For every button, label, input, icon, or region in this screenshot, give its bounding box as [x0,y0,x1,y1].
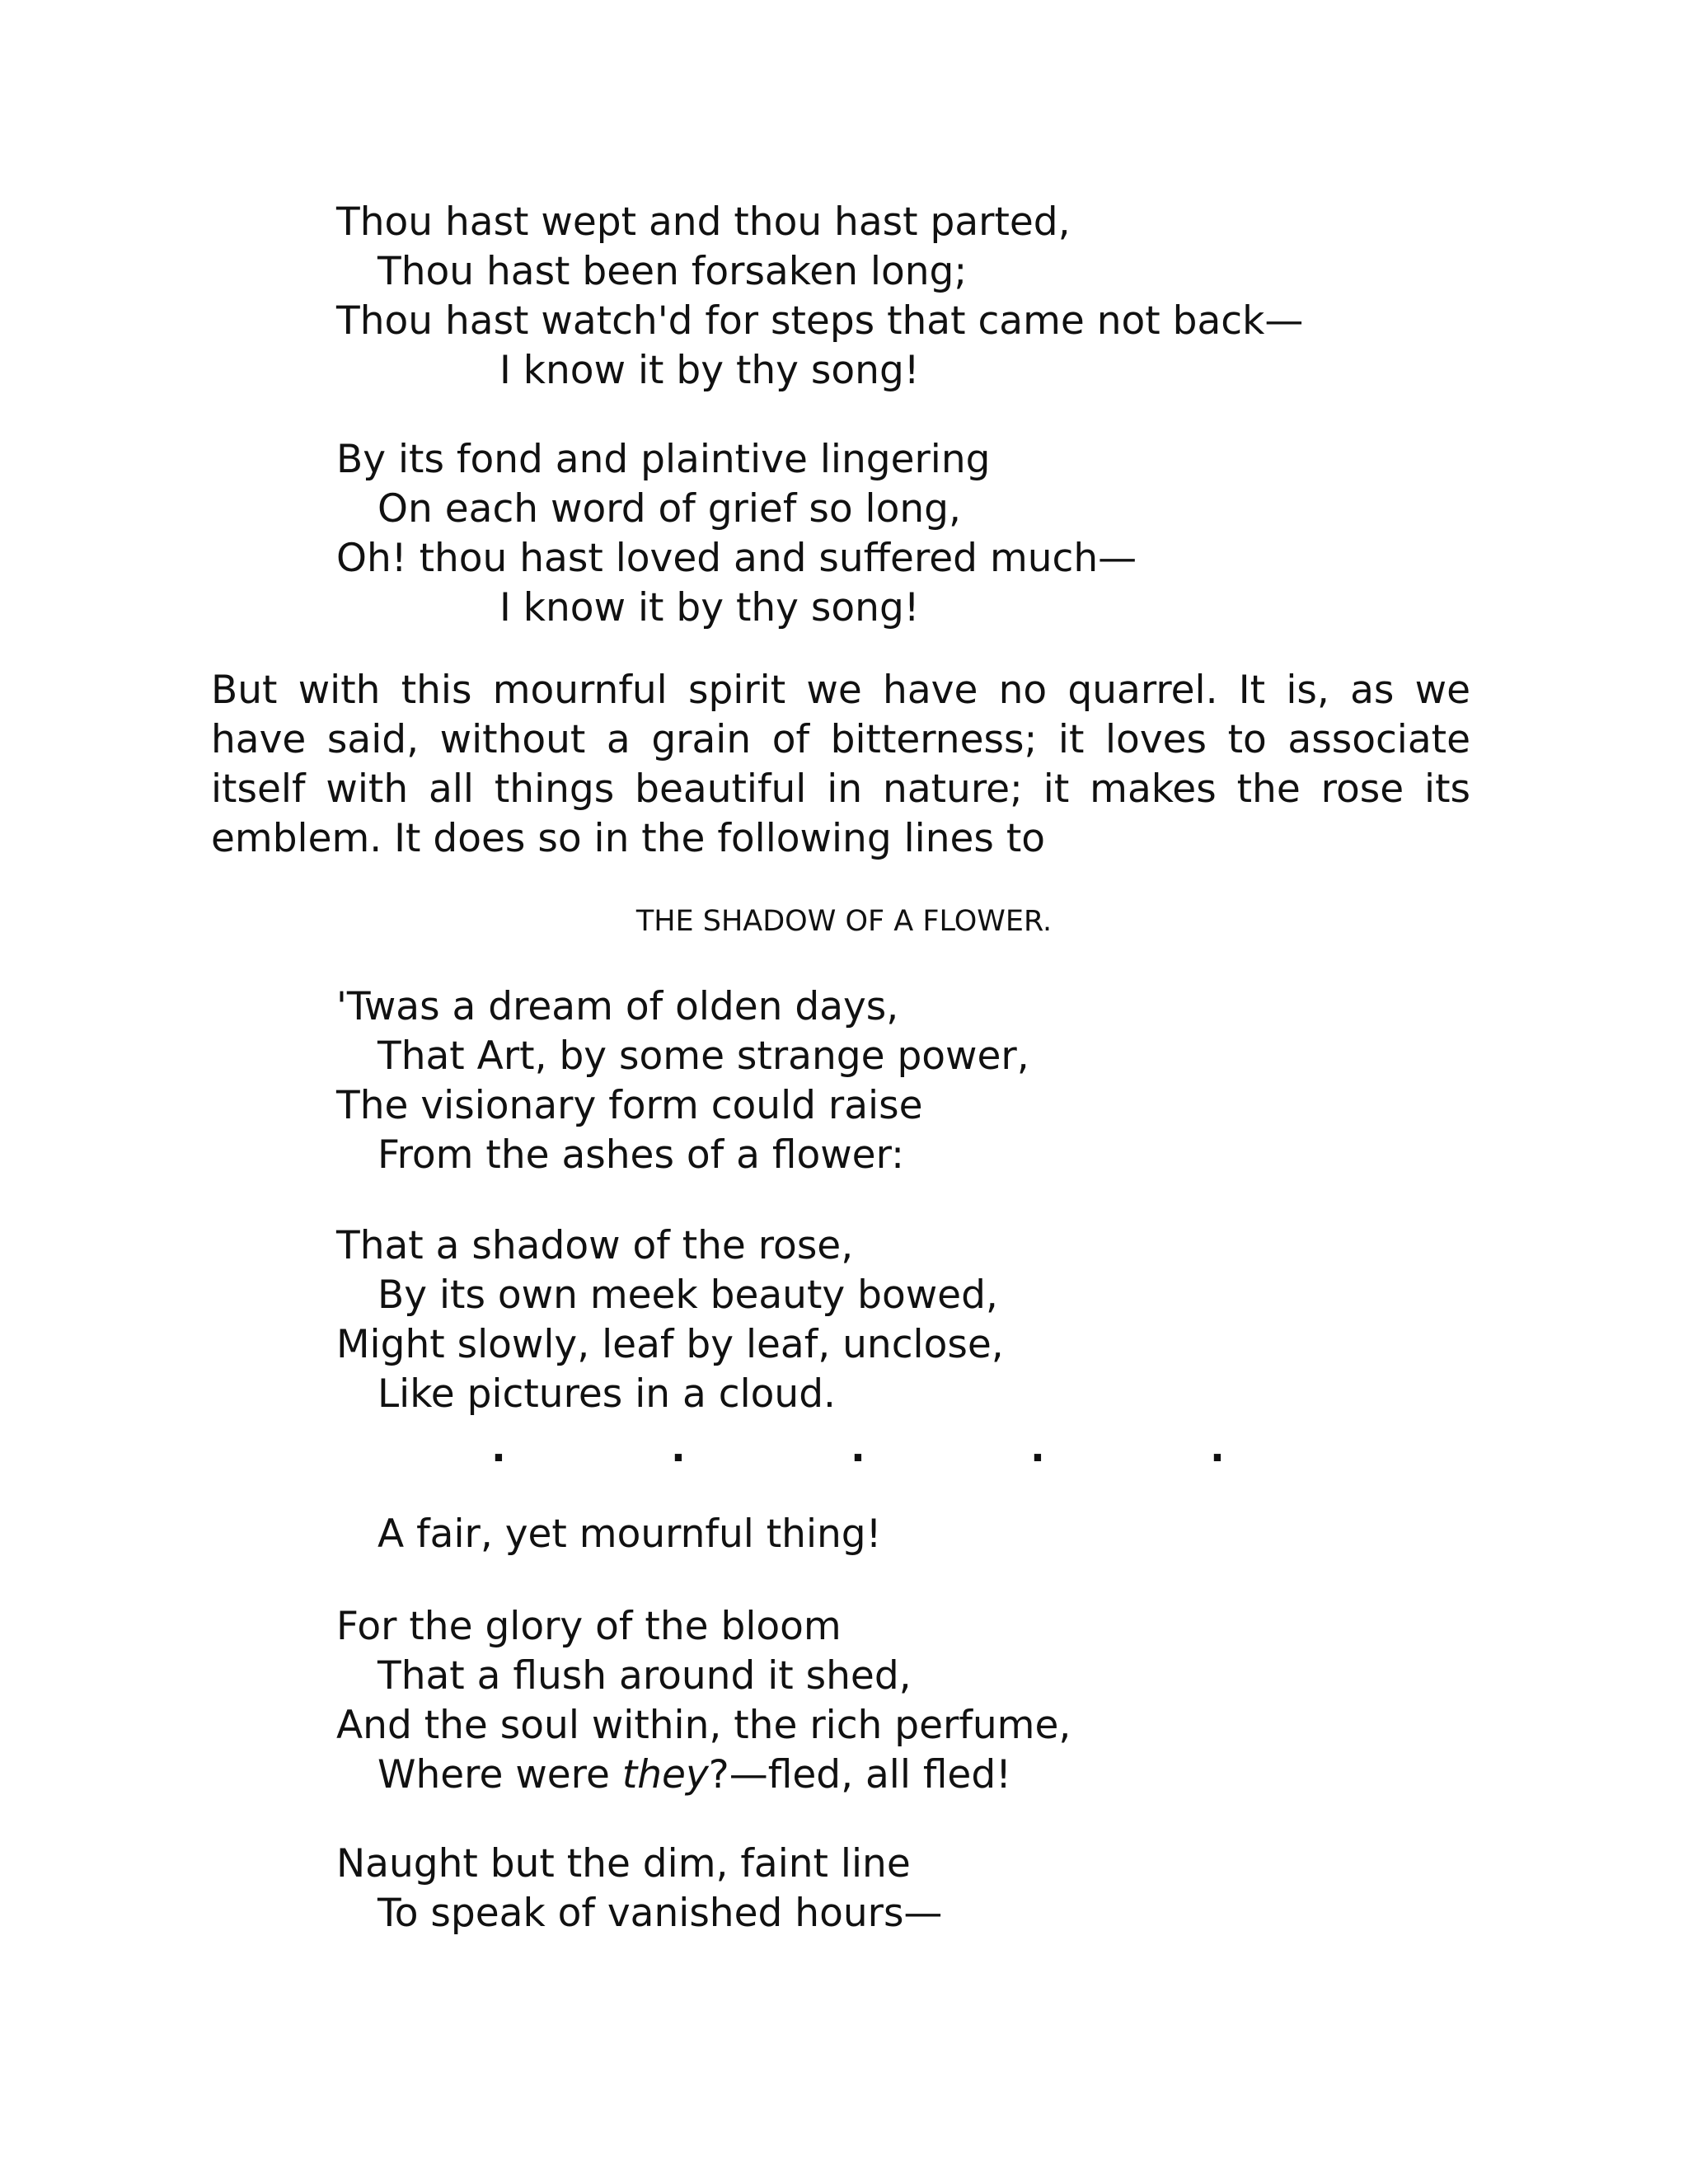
poem-line: To speak of vanished hours— [377,1891,943,1936]
poem-line: That Art, by some strange power, [377,1033,1029,1079]
poem-line: On each word of grief so long, [377,486,961,532]
poem-line: For the glory of the bloom [336,1604,842,1649]
poem-line: That a flush around it shed, [377,1653,912,1699]
poem-stanza [336,435,1573,633]
ellipsis-dot: . [851,1426,865,1471]
poem-stanza [336,982,1573,1180]
poem-line: A fair, yet mournful thing! [377,1511,882,1557]
prose-paragraph: But with this mournful spirit we have no quarrel. It is, as we have said, without a grain of bitterness; it loves to associate itself with all things beautiful in nature; it makes the rose its emblem. It does so in the following lines to [211,668,1470,861]
poem-line: Thou hast wept and thou hast parted, [336,199,1071,245]
poem-line: I know it by thy song! [499,348,920,393]
poem-title: THE SHADOW OF A FLOWER. [635,905,1053,938]
line-text: Where were [377,1752,622,1797]
poem-line: 'Twas a dream of olden days, [336,984,899,1029]
poem-stanza [336,198,1573,396]
ellipsis-dot: . [1030,1426,1045,1471]
poem-line: Thou hast been forsaken long; [377,249,968,294]
poem-line: Thou hast watch'd for steps that came not back— [336,298,1304,344]
line-text: ?—fled, all fled! [708,1752,1012,1797]
poem-line: From the ashes of a flower: [377,1132,904,1178]
poem-line: Oh! thou hast loved and suffered much— [336,536,1137,581]
poem-stanza [336,1221,1573,1419]
poem-line [336,1750,1573,1800]
poem-stanza [336,1602,1573,1800]
poem-line: And the soul within, the rich perfume, [336,1703,1071,1748]
ellipsis-dot: . [671,1426,686,1471]
italic-word: they [621,1752,709,1797]
poem-line: I know it by thy song! [499,585,920,630]
poem-line: By its fond and plaintive lingering [336,437,991,482]
poem-line: Naught but the dim, faint line [336,1841,911,1886]
poem-stanza [336,1840,1573,1938]
poem-line: Might slowly, leaf by leaf, unclose, [336,1322,1004,1367]
poem-line: That a shadow of the rose, [336,1223,854,1268]
poem-line: The visionary form could raise [336,1083,923,1128]
ellipsis-dot: . [1210,1426,1225,1471]
poem-stanza [336,1510,1573,1559]
ellipsis-row [0,1424,1688,1474]
ellipsis-dot: . [491,1426,506,1471]
poem-line: Like pictures in a cloud. [377,1371,836,1417]
poem-line: By its own meek beauty bowed, [377,1272,998,1318]
